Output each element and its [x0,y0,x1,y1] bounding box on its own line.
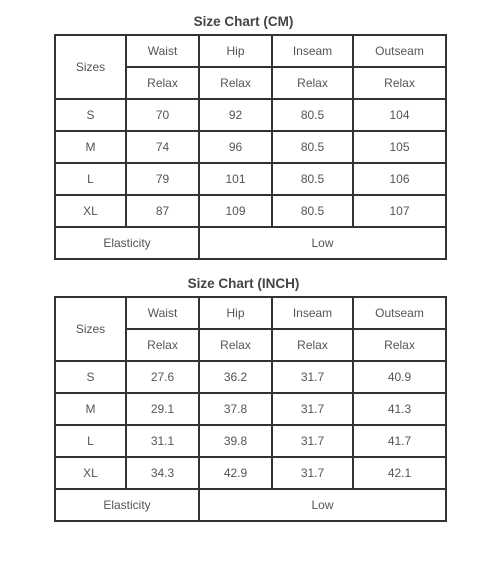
table-row [55,393,446,425]
fit-label: Relax [272,67,353,99]
value-cell: 104 [353,99,446,131]
size-cell: L [55,425,126,457]
value-cell: 31.1 [126,425,199,457]
table-row [55,131,446,163]
outseam-header: Outseam [353,297,446,329]
value-cell: 80.5 [272,163,353,195]
table-row [55,425,446,457]
table-header-row [55,297,446,329]
waist-header: Waist [126,297,199,329]
waist-header: Waist [126,35,199,67]
value-cell: 87 [126,195,199,227]
table-header-row [55,35,446,67]
value-cell: 74 [126,131,199,163]
value-cell: 37.8 [199,393,272,425]
value-cell: 34.3 [126,457,199,489]
value-cell: 70 [126,99,199,131]
value-cell: 80.5 [272,195,353,227]
table-row [55,99,446,131]
table-row [55,457,446,489]
size-cell: S [55,361,126,393]
value-cell: 105 [353,131,446,163]
size-cell: XL [55,457,126,489]
size-cell: M [55,393,126,425]
hip-header: Hip [199,35,272,67]
value-cell: 31.7 [272,425,353,457]
value-cell: 31.7 [272,361,353,393]
value-cell: 101 [199,163,272,195]
elasticity-value: Low [199,489,446,521]
inch-chart-title: Size Chart (INCH) [187,276,300,291]
value-cell: 80.5 [272,131,353,163]
value-cell: 106 [353,163,446,195]
fit-label: Relax [199,329,272,361]
value-cell: 42.1 [353,457,446,489]
elasticity-label: Elasticity [55,489,199,521]
fit-label: Relax [126,67,199,99]
inseam-header: Inseam [272,35,353,67]
value-cell: 27.6 [126,361,199,393]
fit-label: Relax [272,329,353,361]
elasticity-row [55,489,446,521]
elasticity-label: Elasticity [55,227,199,259]
elasticity-row [55,227,446,259]
value-cell: 31.7 [272,393,353,425]
value-cell: 80.5 [272,99,353,131]
value-cell: 107 [353,195,446,227]
size-cell: L [55,163,126,195]
cm-chart-title: Size Chart (CM) [193,14,294,29]
value-cell: 40.9 [353,361,446,393]
table-row [55,163,446,195]
size-cell: M [55,131,126,163]
elasticity-value: Low [199,227,446,259]
inch-size-table [54,296,447,522]
table-row [55,361,446,393]
fit-label: Relax [353,67,446,99]
value-cell: 39.8 [199,425,272,457]
size-cell: S [55,99,126,131]
outseam-header: Outseam [353,35,446,67]
hip-header: Hip [199,297,272,329]
value-cell: 96 [199,131,272,163]
table-row [55,195,446,227]
value-cell: 42.9 [199,457,272,489]
value-cell: 92 [199,99,272,131]
value-cell: 29.1 [126,393,199,425]
cm-size-table [54,34,447,260]
value-cell: 109 [199,195,272,227]
fit-label: Relax [199,67,272,99]
sizes-header: Sizes [55,297,126,361]
fit-label: Relax [353,329,446,361]
value-cell: 31.7 [272,457,353,489]
value-cell: 36.2 [199,361,272,393]
sizes-header: Sizes [55,35,126,99]
inseam-header: Inseam [272,297,353,329]
value-cell: 41.3 [353,393,446,425]
value-cell: 41.7 [353,425,446,457]
size-cell: XL [55,195,126,227]
value-cell: 79 [126,163,199,195]
fit-label: Relax [126,329,199,361]
